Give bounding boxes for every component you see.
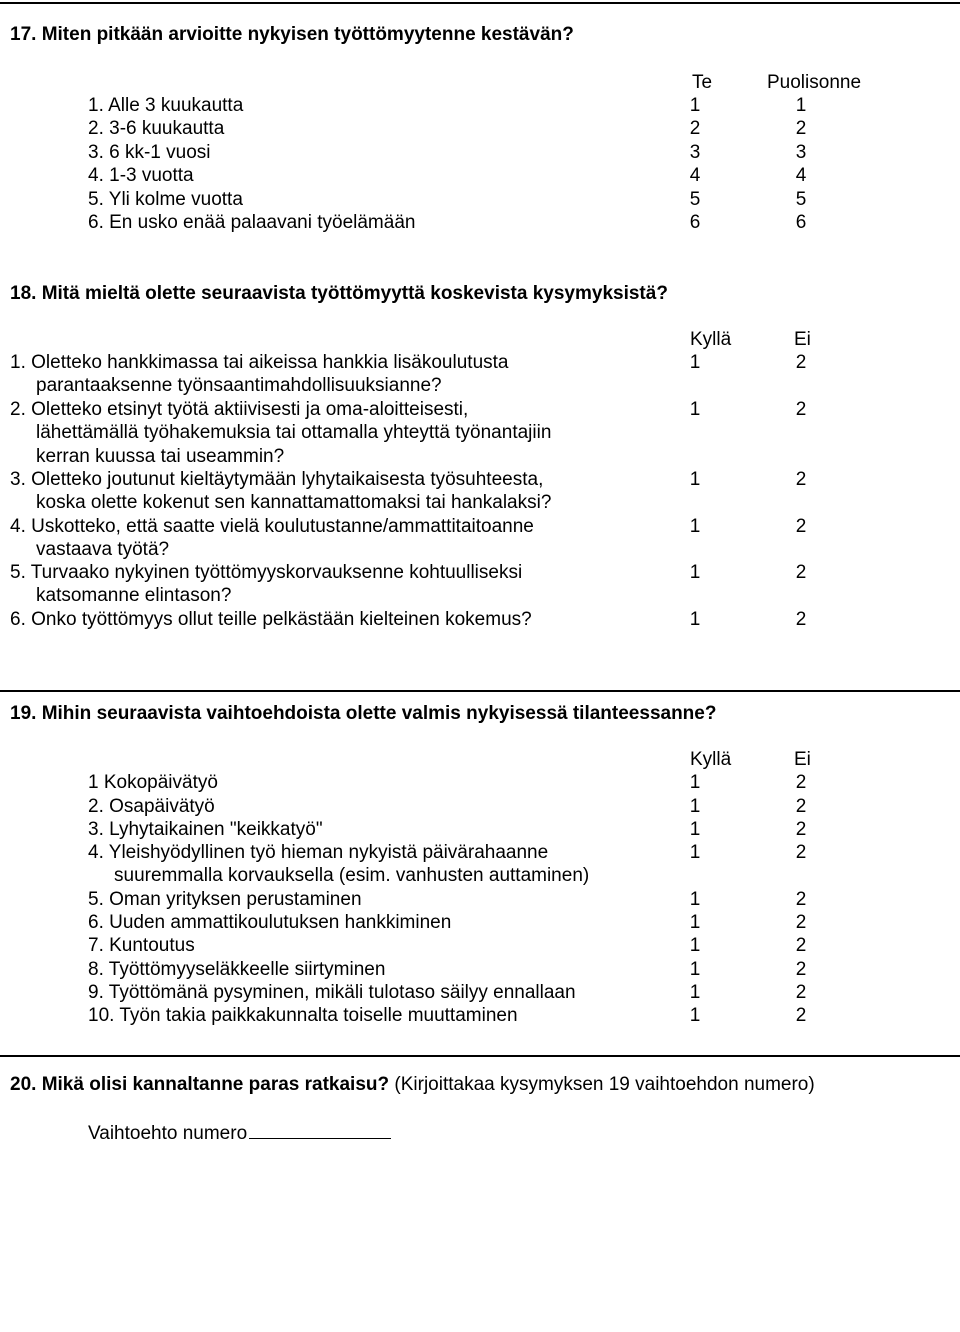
q19-item-yes-code[interactable]: 1	[689, 1005, 701, 1026]
q19-item-no-code[interactable]: 2	[795, 982, 807, 1003]
q18-item-yes-code[interactable]: 1	[689, 562, 701, 583]
q19-title: 19. Mihin seuraavista vaihtoehdoista olette valmis nykyisessä tilanteessanne?	[10, 703, 717, 724]
q20-answer-label: Vaihtoehto numero	[88, 1123, 248, 1144]
q17-option-you-code[interactable]: 5	[689, 189, 701, 210]
q20-question	[10, 1074, 815, 1096]
q18-item-yes-code[interactable]: 1	[689, 609, 701, 630]
q17-option-spouse-code[interactable]: 5	[795, 189, 807, 210]
q18-item-text: 6. Onko työttömyys ollut teille pelkästään kielteinen kokemus?	[10, 609, 532, 630]
q19-item-text: 4. Yleishyödyllinen työ hieman nykyistä päivärahaanne	[88, 842, 549, 863]
q17-option-label: 5. Yli kolme vuotta	[88, 189, 243, 210]
q19-item-yes-code[interactable]: 1	[689, 959, 701, 980]
q19-item-yes-code[interactable]: 1	[689, 935, 701, 956]
q18-item-no-code[interactable]: 2	[795, 399, 807, 420]
q19-item-no-code[interactable]: 2	[795, 889, 807, 910]
q20-instruction: (Kirjoittakaa kysymyksen 19 vaihtoehdon numero)	[394, 1074, 815, 1095]
q18-item-yes-code[interactable]: 1	[689, 399, 701, 420]
q18-item-yes-code[interactable]: 1	[689, 352, 701, 373]
q17-option-you-code[interactable]: 4	[689, 165, 701, 186]
q17-option-you-code[interactable]: 3	[689, 142, 701, 163]
q18-item-text: vastaava työtä?	[36, 539, 170, 560]
q18-item-text: lähettämällä työhakemuksia tai ottamalla yhteyttä työnantajiin	[36, 422, 552, 443]
q18-item-no-code[interactable]: 2	[795, 469, 807, 490]
q17-option-label: 3. 6 kk-1 vuosi	[88, 142, 211, 163]
q20-answer-blank[interactable]	[249, 1122, 391, 1139]
q17-option-label: 6. En usko enää palaavani työelämään	[88, 212, 416, 233]
q20-title: 20. Mikä olisi kannaltanne paras ratkaisu?	[10, 1074, 390, 1095]
q19-item-text: 5. Oman yrityksen perustaminen	[88, 889, 362, 910]
q19-item-no-code[interactable]: 2	[795, 912, 807, 933]
q18-item-text: 5. Turvaako nykyinen työttömyyskorvauksenne kohtuulliseksi	[10, 562, 523, 583]
q19-item-yes-code[interactable]: 1	[689, 842, 701, 863]
q19-item-text: 6. Uuden ammattikoulutuksen hankkiminen	[88, 912, 452, 933]
q17-col-you: Te	[692, 72, 713, 93]
q18-col-yes: Kyllä	[690, 329, 732, 350]
q18-item-text: parantaaksenne työnsaantimahdollisuuksianne?	[36, 375, 442, 396]
q19-item-no-code[interactable]: 2	[795, 1005, 807, 1026]
q18-item-text: 2. Oletteko etsinyt työtä aktiivisesti ja oma-aloitteisesti,	[10, 399, 469, 420]
q17-option-you-code[interactable]: 2	[689, 118, 701, 139]
q19-item-yes-code[interactable]: 1	[689, 796, 701, 817]
q19-item-no-code[interactable]: 2	[795, 842, 807, 863]
q19-item-yes-code[interactable]: 1	[689, 889, 701, 910]
q19-item-no-code[interactable]: 2	[795, 772, 807, 793]
q18-item-no-code[interactable]: 2	[795, 352, 807, 373]
q19-item-no-code[interactable]: 2	[795, 796, 807, 817]
q17-option-label: 1. Alle 3 kuukautta	[88, 95, 244, 116]
top-rule	[0, 2, 960, 4]
rule-before-q20	[0, 1055, 960, 1057]
q18-col-no: Ei	[794, 329, 811, 350]
q19-col-no: Ei	[794, 749, 811, 770]
q18-item-text: koska olette kokenut sen kannattamattomaksi tai hankalaksi?	[36, 492, 552, 513]
q18-item-text: 4. Uskotteko, että saatte vielä koulutustanne/ammattitaitoanne	[10, 516, 534, 537]
q18-item-text: katsomanne elintason?	[36, 585, 232, 606]
q18-item-no-code[interactable]: 2	[795, 516, 807, 537]
q19-item-yes-code[interactable]: 1	[689, 819, 701, 840]
q19-item-yes-code[interactable]: 1	[689, 772, 701, 793]
q17-col-spouse: Puolisonne	[767, 72, 862, 93]
q19-item-yes-code[interactable]: 1	[689, 912, 701, 933]
q19-item-text: 1 Kokopäivätyö	[88, 772, 218, 793]
q17-option-label: 2. 3-6 kuukautta	[88, 118, 225, 139]
q18-item-no-code[interactable]: 2	[795, 562, 807, 583]
q17-title: 17. Miten pitkään arvioitte nykyisen työttömyytenne kestävän?	[10, 24, 574, 45]
q17-option-spouse-code[interactable]: 3	[795, 142, 807, 163]
q19-item-text: 3. Lyhytaikainen "keikkatyö"	[88, 819, 323, 840]
q19-item-text: 7. Kuntoutus	[88, 935, 195, 956]
q19-item-no-code[interactable]: 2	[795, 935, 807, 956]
q19-item-text: 2. Osapäivätyö	[88, 796, 215, 817]
q19-item-yes-code[interactable]: 1	[689, 982, 701, 1003]
q18-item-yes-code[interactable]: 1	[689, 469, 701, 490]
q17-option-spouse-code[interactable]: 1	[795, 95, 807, 116]
q18-title: 18. Mitä mieltä olette seuraavista työttömyyttä koskevista kysymyksistä?	[10, 283, 668, 304]
q19-item-text: 8. Työttömyyseläkkeelle siirtyminen	[88, 959, 386, 980]
q17-option-you-code[interactable]: 6	[689, 212, 701, 233]
q17-option-spouse-code[interactable]: 4	[795, 165, 807, 186]
q19-item-text: suuremmalla korvauksella (esim. vanhusten auttaminen)	[114, 865, 590, 886]
q18-item-text: kerran kuussa tai useammin?	[36, 446, 285, 467]
q19-item-no-code[interactable]: 2	[795, 959, 807, 980]
q19-col-yes: Kyllä	[690, 749, 732, 770]
q19-item-text: 9. Työttömänä pysyminen, mikäli tulotaso säilyy ennallaan	[88, 982, 576, 1003]
q19-item-text: 10. Työn takia paikkakunnalta toiselle muuttaminen	[88, 1005, 518, 1026]
q17-option-spouse-code[interactable]: 6	[795, 212, 807, 233]
q17-option-label: 4. 1-3 vuotta	[88, 165, 194, 186]
q19-item-no-code[interactable]: 2	[795, 819, 807, 840]
q18-item-text: 1. Oletteko hankkimassa tai aikeissa hankkia lisäkoulutusta	[10, 352, 509, 373]
q18-item-yes-code[interactable]: 1	[689, 516, 701, 537]
q17-option-you-code[interactable]: 1	[689, 95, 701, 116]
q18-item-text: 3. Oletteko joutunut kieltäytymään lyhytaikaisesta työsuhteesta,	[10, 469, 544, 490]
rule-before-q19	[0, 690, 960, 692]
q20-answer-row	[88, 1122, 391, 1145]
q17-option-spouse-code[interactable]: 2	[795, 118, 807, 139]
q18-item-no-code[interactable]: 2	[795, 609, 807, 630]
